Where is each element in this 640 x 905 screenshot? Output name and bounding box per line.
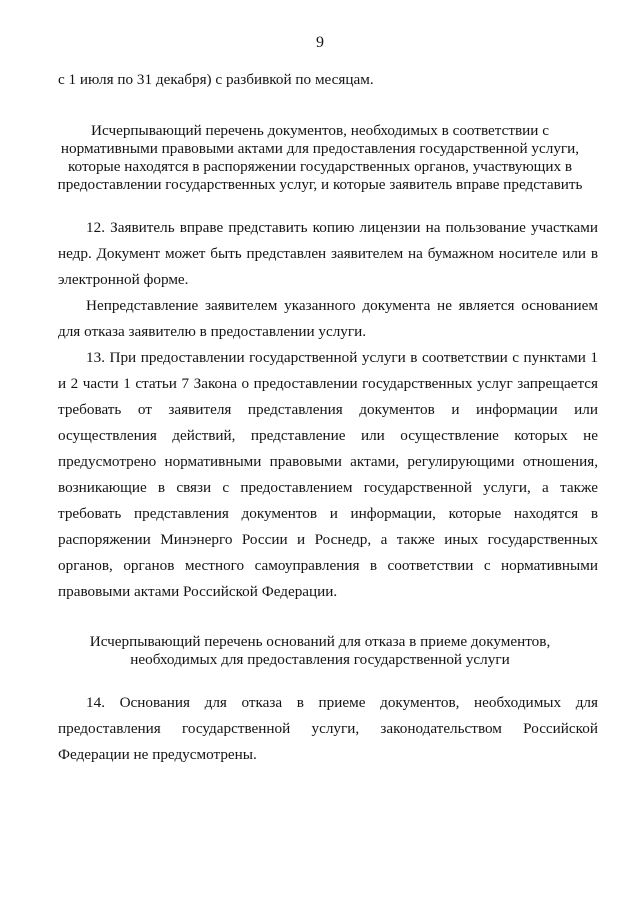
paragraph-13-line: осуществления действий, представление или осуществление которых не xyxy=(58,427,598,444)
paragraph-12-line: недр. Документ может быть представлен заявителем на бумажном носителе или в xyxy=(58,245,598,262)
paragraph-14-line: предоставления государственной услуги, законодательством Российской xyxy=(58,720,598,737)
paragraph-12-line: электронной форме. xyxy=(58,271,189,288)
paragraph-13-line: распоряжении Минэнерго России и Роснедр, а также иных государственных xyxy=(58,531,598,548)
intro-line: с 1 июля по 31 декабря) с разбивкой по месяцам. xyxy=(58,71,374,88)
paragraph-12b-line: Непредставление заявителем указанного документа не является основанием xyxy=(86,297,598,314)
paragraph-13-line: и 2 части 1 статьи 7 Закона о предоставлении государственных услуг запрещается xyxy=(58,375,598,392)
section-heading-1-line: Исчерпывающий перечень документов, необходимых в соответствии с xyxy=(91,122,549,139)
paragraph-14-line: Федерации не предусмотрены. xyxy=(58,746,257,763)
paragraph-13-line: требовать от заявителя представления документов и информации или xyxy=(58,401,598,418)
section-heading-2-line: Исчерпывающий перечень оснований для отказа в приеме документов, xyxy=(89,633,551,650)
paragraph-13-line: органов, органов местного самоуправления в соответствии с нормативными xyxy=(58,557,598,574)
page-number: 9 xyxy=(316,34,324,51)
section-heading-2-line: необходимых для предоставления государственной услуги xyxy=(130,651,510,668)
section-heading-1-line: которые находятся в распоряжении государственных органов, участвующих в xyxy=(67,158,573,175)
section-heading-1-line: предоставлении государственных услуг, и которые заявитель вправе представить xyxy=(57,176,583,193)
paragraph-12b-line: для отказа заявителю в предоставлении услуги. xyxy=(58,323,367,340)
paragraph-13-line: требовать представления документов и информации, которые находятся в xyxy=(58,505,598,522)
paragraph-14-line: 14. Основания для отказа в приеме документов, необходимых для xyxy=(86,694,598,711)
section-heading-1-line: нормативными правовыми актами для предоставления государственной услуги, xyxy=(60,140,580,157)
paragraph-13-line: правовыми актами Российской Федерации. xyxy=(58,583,338,600)
paragraph-13-line: 13. При предоставлении государственной услуги в соответствии с пунктами 1 xyxy=(86,349,598,366)
paragraph-13-line: предусмотрено нормативными правовыми актами, регулирующими отношения, xyxy=(58,453,598,470)
paragraph-12-line: 12. Заявитель вправе представить копию лицензии на пользование участками xyxy=(86,219,598,236)
paragraph-13-line: возникающие в связи с предоставлением государственной услуги, а также xyxy=(58,479,598,496)
